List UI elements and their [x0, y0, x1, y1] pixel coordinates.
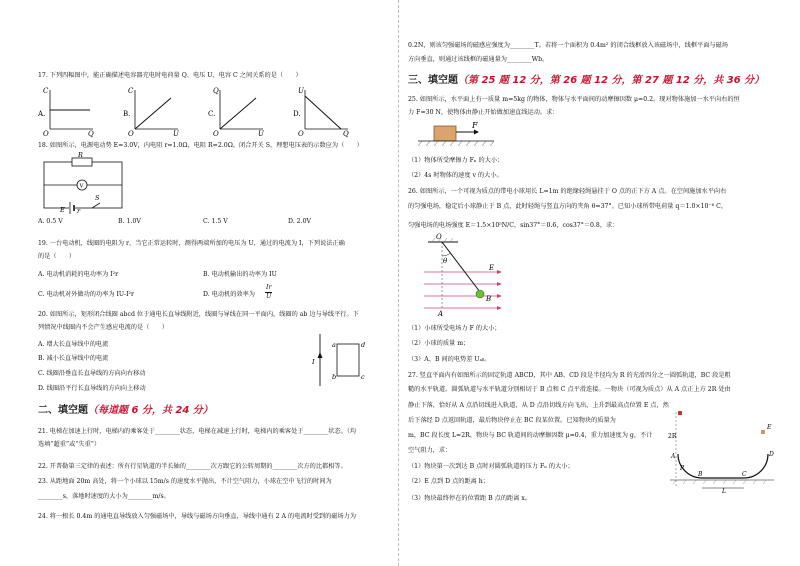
svg-text:D.: D. — [293, 110, 301, 118]
q17-graph-b — [123, 87, 180, 138]
q26-label-b: B — [486, 295, 492, 303]
q20-label-d: d — [361, 341, 366, 349]
q17-a-y: C — [43, 87, 49, 95]
q17-graph-a — [38, 87, 94, 138]
column-divider — [398, 0, 399, 566]
q20-label-a: a — [332, 341, 336, 349]
q27-sub-3: （3）物块最终停在的位置距 B 点的距离 x。 — [408, 495, 532, 502]
q27-line-1: 27. 竖直平面内有如图所示的固定轨道 ABCD，其中 AB、CD 段是半径均为 R 的光滑四分之一圆弧轨道，BC 段是粗 — [408, 372, 731, 379]
svg-text:U: U — [173, 130, 179, 138]
q18-label-rr: r — [77, 207, 81, 214]
q25-line-2: 力 F=30 N，使物体由静止开始做加速直线运动。求： — [408, 109, 559, 116]
section-3-title — [408, 74, 764, 88]
section-2-title — [38, 404, 213, 418]
q21-line-1: 21. 电梯在加速上行时，电梯内的乘客处于________状态，电梯在减速上行时，电梯内的乘客处于________状态。（均 — [38, 428, 357, 435]
q21-line-2: 选填“超重”或“失重”） — [38, 441, 101, 448]
svg-text:O: O — [298, 130, 304, 138]
q26-line-2: 的匀强电场，稳定后小球静止于 B 点，此时轻绳与竖直方向的夹角 θ=37°。已知小球所带电荷量 q＝1.0×10⁻⁶ C， — [408, 203, 728, 210]
q18-option-b: B. 1.0V — [118, 218, 141, 225]
q26-diagram — [422, 232, 512, 316]
q27-label-r: R — [680, 465, 685, 472]
q19-option-b: B. 电动机输出的功率为 IU — [203, 271, 277, 278]
q18-label-e: E — [60, 206, 65, 214]
q17-a-o: O — [43, 130, 49, 138]
q20-label-c: c — [361, 373, 365, 381]
q18-option-d: D. 2.0V — [288, 218, 311, 225]
section-2-title-text: 二、填空题 — [38, 405, 88, 416]
q27-label-e: E — [767, 424, 772, 431]
q26-line-1: 26. 如图所示，一个可视为质点的带电小球用长 L=1m 的绝缘轻绳悬挂于 O 点的正下方 A 点。在空间施加水平向右 — [408, 188, 727, 195]
q26-sub-1: （1）小球所受电场力 F 的大小； — [408, 325, 501, 332]
q20-label-i: I — [312, 358, 315, 366]
q20-option-d: D. 线圈沿平行长直导线的方向向上移动 — [38, 385, 146, 392]
q27-line-3: 静止下落，恰好从 A 点沿切线进入轨道，从 D 点沿切线方向飞出，上升到最高点位置 E 点，然 — [408, 402, 669, 409]
q27-label-a: A — [671, 453, 676, 460]
left-column — [38, 0, 388, 566]
q26-label-a: A — [438, 310, 444, 316]
q24-text: 24. 将一根长 0.4m 的通电直导线放入匀强磁场中，导线与磁场方向垂直，导线中通有 2 A 的电流时受到的磁场力为 — [38, 513, 357, 520]
q22-text: 22. 开普勒第三定律的表述：所有行星轨道的半长轴的________次方跟它的公转周期的________次方的比都相等。 — [38, 463, 347, 470]
q23-line-2: ________s，落地时速度的大小为________m/s。 — [38, 493, 170, 500]
q27-sub-1: （1）物块第一次到达 B 点时对圆弧轨道的压力 Fₙ 的大小； — [408, 463, 574, 470]
q17-graph-d — [293, 87, 349, 138]
q20-stem-1: 20. 如图所示，矩形闭合线圈 abcd 位于通电长直导线附近，线圈与导线在同一平面内，线圈的 ab 边与导线平行。下 — [38, 311, 359, 318]
q17-a-label: A. — [38, 110, 46, 118]
q26-label-e: E — [489, 264, 495, 272]
q27-label-b: B — [698, 471, 703, 478]
q20-label-b: b — [332, 373, 337, 381]
q20-option-b: B. 减小长直导线中的电流 — [38, 355, 109, 362]
q26-ball — [476, 290, 484, 298]
svg-text:Q: Q — [213, 87, 219, 95]
svg-text:Q: Q — [343, 130, 349, 138]
q27-block-start — [678, 411, 682, 415]
q19-fraction — [265, 284, 272, 302]
q25-sub-1: （1）物体所受摩擦力 Fₙ 的大小； — [408, 157, 504, 164]
q24-cont-line-1: 0.2N，则该匀强磁场的磁感应强度为________T。若将一个面积为 0.4m² 的闭合线框放入该磁场中，线框平面与磁场 — [408, 42, 728, 49]
section-3-note: （第 25 题 12 分，第 26 题 12 分，第 27 题 12 分，共 36 分） — [458, 75, 765, 86]
q20-option-a: A. 增大长直导线中的电流 — [38, 341, 109, 348]
svg-text:U: U — [258, 130, 264, 138]
q26-line-3: 匀强电场的电场强度 E＝1.5×10⁵N/C，sin37°＝0.6，cos37°＝0.8，求： — [408, 222, 619, 229]
q27-line-4: 后下落经 D 点返回轨道，最后物块停止在 BC 段某位置。已知物块的质量为 — [408, 417, 616, 424]
q18-label-r: R — [78, 152, 83, 159]
q27-line-6: 空气阻力，求： — [408, 447, 452, 454]
q18-option-a: A. 0.5 V — [38, 218, 63, 225]
section-2-note: （每道题 6 分，共 24 分） — [88, 405, 213, 416]
q17-graph-c — [208, 87, 265, 138]
q27-diagram — [668, 408, 778, 494]
q25-block — [434, 126, 456, 141]
q18-option-c: C. 1.5 V — [203, 218, 228, 225]
q27-sub-2: （2）E 点到 D 点的距离 h； — [408, 478, 489, 485]
q20-option-c: C. 线圈沿垂直长直导线的方向向右移动 — [38, 370, 146, 377]
q27-label-c: C — [742, 471, 747, 478]
svg-text:O: O — [213, 130, 219, 138]
q19-option-a: A. 电动机消耗的电功率为 I²r — [38, 271, 119, 278]
q19-stem-2: 的是（ ） — [38, 253, 76, 260]
q27-line-2: 糙的水平轨道。圆弧轨道与水平轨道分别相切于 B 点和 C 点平滑连接。一物块（可视为质点）从 A 点正上方 2R 处由 — [408, 386, 731, 393]
q26-label-theta: θ — [443, 257, 448, 265]
section-3-title-text: 三、填空题 — [408, 75, 458, 86]
q17-graphs — [38, 84, 383, 140]
q23-line-1: 23. 从距地面 20m 高处，将一个小球以 15m/s 的速度水平抛出，不计空气阻力，小球在空中飞行的时间为 — [38, 478, 332, 485]
q18-circuit — [40, 152, 130, 214]
q17-a-x: Q — [88, 130, 94, 138]
q25-force-label: F — [472, 121, 478, 130]
q24-cont-line-2: 方向垂直，则通过该线框的磁通量为________Wb。 — [408, 56, 549, 63]
svg-text:C: C — [128, 87, 134, 95]
q25-diagram — [416, 120, 496, 148]
q27-block-e — [761, 430, 765, 434]
q26-sub-2: （2）小球的质量 m； — [408, 340, 470, 347]
q27-label-2r: 2R — [668, 433, 677, 440]
q18-label-v: V — [79, 183, 84, 190]
q19-fraction-den: U — [266, 293, 272, 301]
q27-line-5: m，BC 段长度 L=2R，物块与 BC 轨道间的动摩擦因数 μ=0.4，重力加速度为 g，不计 — [408, 432, 653, 439]
q27-label-d: D — [769, 451, 774, 458]
svg-text:B.: B. — [123, 110, 131, 118]
q25-line-1: 25. 如图所示，水平面上有一质量 m=5kg 的物体，物体与水平面间的动摩擦因数 μ=0.2。现对物体施加一水平向右的恒 — [408, 96, 740, 103]
right-column — [408, 0, 778, 566]
q18-label-s: S — [95, 194, 100, 202]
q20-stem-2: 列情况中线圈内不会产生感应电流的是（ ） — [38, 324, 168, 331]
q25-sub-2: （2）4s 时物体的速度 v 的大小。 — [408, 172, 503, 179]
q18-stem: 18. 如图所示，电源电动势 E=3.0V，内电阻 r=1.0Ω，电阻 R=2.0Ω。闭合开关 S，理想电压表的示数应为（ ） — [38, 142, 363, 149]
q27-label-l: L — [722, 488, 726, 494]
svg-text:U: U — [298, 87, 304, 95]
q19-option-d: D. 电动机的效率为 — [203, 291, 255, 298]
q20-diagram — [310, 332, 370, 388]
q26-label-o: O — [436, 233, 442, 241]
q19-fraction-num: Ir — [265, 284, 272, 293]
svg-text:O: O — [128, 130, 134, 138]
q19-option-c: C. 电动机对外做功的功率为 IU-I²r — [38, 291, 134, 298]
svg-text:C.: C. — [208, 110, 216, 118]
q19-stem-1: 19. 一台电动机，线圈的电阻为 r，当它正常运转时，测得两端所加的电压为 U，通过的电流为 I，下列说法正确 — [38, 240, 345, 247]
q17-stem: 17. 下列四幅图中，能正确描述电容器充电时电荷量 Q、电压 U、电容 C 之间关系的是（ ） — [38, 72, 302, 79]
q26-sub-3: （3）A、B 间的电势差 Uₐᵦ。 — [408, 356, 491, 363]
